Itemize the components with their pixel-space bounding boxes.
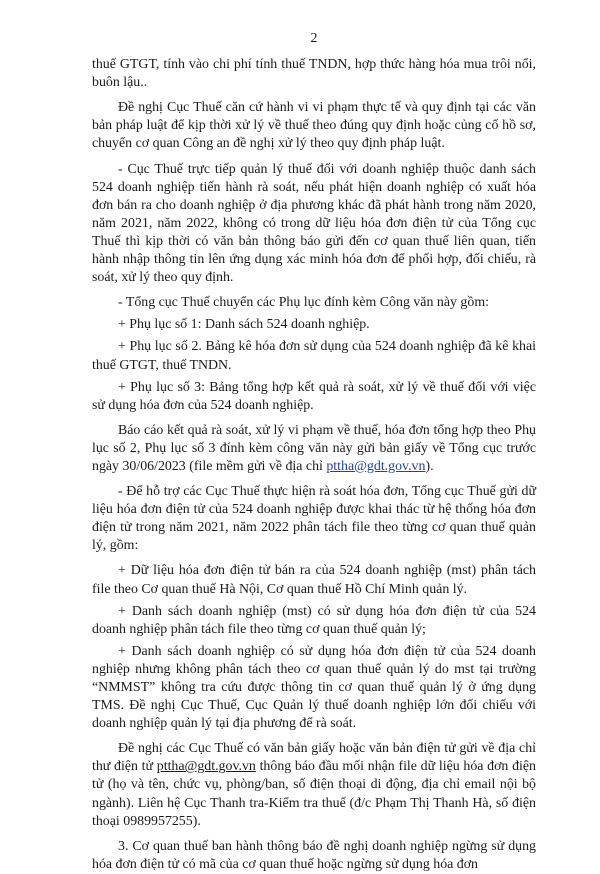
contact-request-tail: thông báo đầu mối nhận file dữ liệu hóa đơn điện tử (họ và tên, chức vụ, phòng/ban, số điện thoại di động, địa chỉ email nội bộ ngành). Liên hệ Cục Thanh tra-Kiểm tra thuế (đ/c Phạm Thị Thanh Hà, số điện thoại 0989957255). — [92, 759, 536, 829]
paragraph-data-support: - Để hỗ trợ các Cục Thuế thực hiện rà soát hóa đơn, Tổng cục Thuế gửi dữ liệu hóa đơn điện tử của 524 doanh nghiệp được khai thác từ hệ thống hóa đơn điện tử trong năm 2021, năm 2022 phân tách file theo từng cơ quan thuế quản lý, gồm: — [92, 484, 536, 554]
report-deadline-tail: ). — [425, 458, 434, 474]
paragraph-contact-request — [92, 740, 536, 830]
paragraph-continuation: thuế GTGT, tính vào chi phí tính thuế TNDN, hợp thức hàng hóa mua trôi nổi, buôn lậu.. — [92, 57, 536, 91]
email-link[interactable]: pttha@gdt.gov.vn — [156, 759, 256, 775]
paragraph-appendix-3: + Phụ lục số 3: Bảng tổng hợp kết quả rà soát, xử lý về thuế đối với việc sử dụng hóa đơn của 524 doanh nghiệp. — [92, 379, 536, 413]
paragraph-appendix-intro: - Tổng cục Thuế chuyển các Phụ lục đính kèm Công văn này gồm: — [118, 295, 489, 311]
paragraph-report-deadline — [92, 422, 536, 476]
paragraph-section-3: 3. Cơ quan thuế ban hành thông báo đề nghị doanh nghiệp ngừng sử dụng hóa đơn điện tử có mã của cơ quan thuế hoặc ngừng sử dụng hóa đơn — [92, 838, 536, 872]
paragraph-data-item-1: + Dữ liệu hóa đơn điện tử bán ra của 524 doanh nghiệp (mst) phân tách file theo Cơ quan thuế Hà Nội, Cơ quan thuế Hồ Chí Minh quản lý. — [92, 563, 536, 597]
page-number: 2 — [310, 31, 318, 46]
report-deadline-text: Báo cáo kết quả rà soát, xử lý vi phạm về thuế, hóa đơn tổng hợp theo Phụ lục số 2, Phụ lục số 3 đính kèm công văn này gửi bản giấy về Tổng cục trước ngày 30/06/2023 (file mềm gửi về địa chỉ — [92, 422, 536, 474]
email-link[interactable]: pttha@gdt.gov.vn — [326, 458, 426, 474]
contact-request-text: Đề nghị các Cục Thuế có văn bản giấy hoặc văn bản điện tử gửi về địa chỉ thư điện tử — [92, 741, 536, 775]
paragraph-appendix-1: + Phụ lục số 1: Danh sách 524 doanh nghiệp. — [118, 317, 370, 333]
paragraph-recommendation: Đề nghị Cục Thuế căn cứ hành vi vi phạm thực tế và quy định tại các văn bản pháp luật để kịp thời xử lý về thuế theo đúng quy định hoặc củng cố hồ sơ, chuyển cơ quan Công an đề nghị xử lý theo quy định pháp luật. — [92, 100, 536, 152]
paragraph-data-item-2: + Danh sách doanh nghiệp (mst) có sử dụng hóa đơn điện tử của 524 doanh nghiệp phân tách file theo từng cơ quan thuế quản lý; — [92, 603, 536, 637]
paragraph-tax-dept-review: - Cục Thuế trực tiếp quản lý thuế đối với doanh nghiệp thuộc danh sách 524 doanh nghiệp tiến hành rà soát, nếu phát hiện doanh nghiệp có xuất hóa đơn bán ra cho doanh nghiệp ở địa phương khác đã phát hành trong năm 2020, năm 2021, năm 2022, không có trong dữ liệu hóa đơn điện tử của Tổng cục Thuế thì kịp thời có văn bản thông báo gửi đến cơ quan thuế liên quan, tiến hành nhập thông tin lên ứng dụng xác minh hóa đơn để phối hợp, đối chiếu, rà soát, xử lý theo quy định. — [92, 161, 536, 286]
paragraph-data-item-3: + Danh sách doanh nghiệp có sử dụng hóa đơn điện tử của 524 doanh nghiệp nhưng không phân tách theo cơ quan thuế quản lý do mst tại trường “NMMST” không tra cứu được thông tin cơ quan thuế quản lý ở ứng dụng TMS. Đề nghị Cục Thuế, Cục Quản lý thuế doanh nghiệp lớn đối chiếu với doanh nghiệp quản lý tại địa phương để rà soát. — [92, 643, 536, 732]
paragraph-appendix-2: + Phụ lục số 2. Bảng kê hóa đơn sử dụng của 524 doanh nghiệp đã kê khai thuế GTGT, thuế TNDN. — [92, 339, 536, 373]
